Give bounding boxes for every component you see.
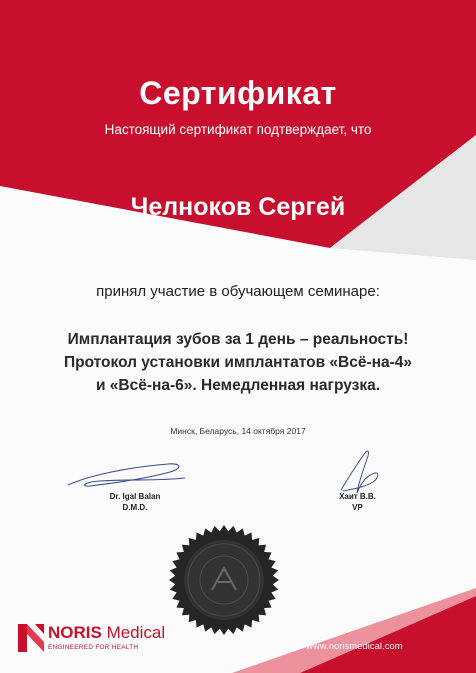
- signatory-left: [80, 491, 190, 513]
- seminar-line: и «Всё-на-6». Немедленная нагрузка.: [95, 377, 381, 394]
- signatory-name: Хаит В.В.: [339, 492, 376, 501]
- seminar-line: Имплантация зубов за 1 день – реальность!: [67, 331, 409, 348]
- signatory-right: [320, 491, 395, 513]
- logo-wordmark: [48, 623, 165, 643]
- logo-word-light: Medical: [101, 623, 166, 642]
- signatory-title: VP: [352, 503, 363, 512]
- signatory-name: Dr. Igal Balan: [109, 492, 161, 501]
- logo-tagline: ENGINEERED FOR HEALTH: [48, 644, 139, 651]
- logo-word-bold: NORIS: [48, 623, 102, 642]
- noris-logo: [18, 622, 178, 658]
- website-link[interactable]: www.norismedical.com: [306, 641, 403, 652]
- recipient-name: Челноков Сергей: [130, 193, 346, 221]
- place-and-date: Минск, Беларусь, 14 октября 2017: [170, 426, 306, 436]
- signatory-title: D.M.D.: [122, 503, 148, 512]
- certificate-title: Сертификат: [139, 75, 337, 111]
- signature-left: [60, 455, 190, 495]
- seminar-line: Протокол установки имплантатов «Всё-на-4»: [63, 354, 413, 371]
- participation-text: принял участие в обучающем семинаре:: [96, 283, 380, 300]
- seminar-title: [30, 328, 446, 397]
- noris-logo-icon: [18, 624, 44, 652]
- certificate-subtitle: Настоящий сертификат подтверждает, что: [104, 122, 372, 137]
- seal-icon: [168, 524, 280, 636]
